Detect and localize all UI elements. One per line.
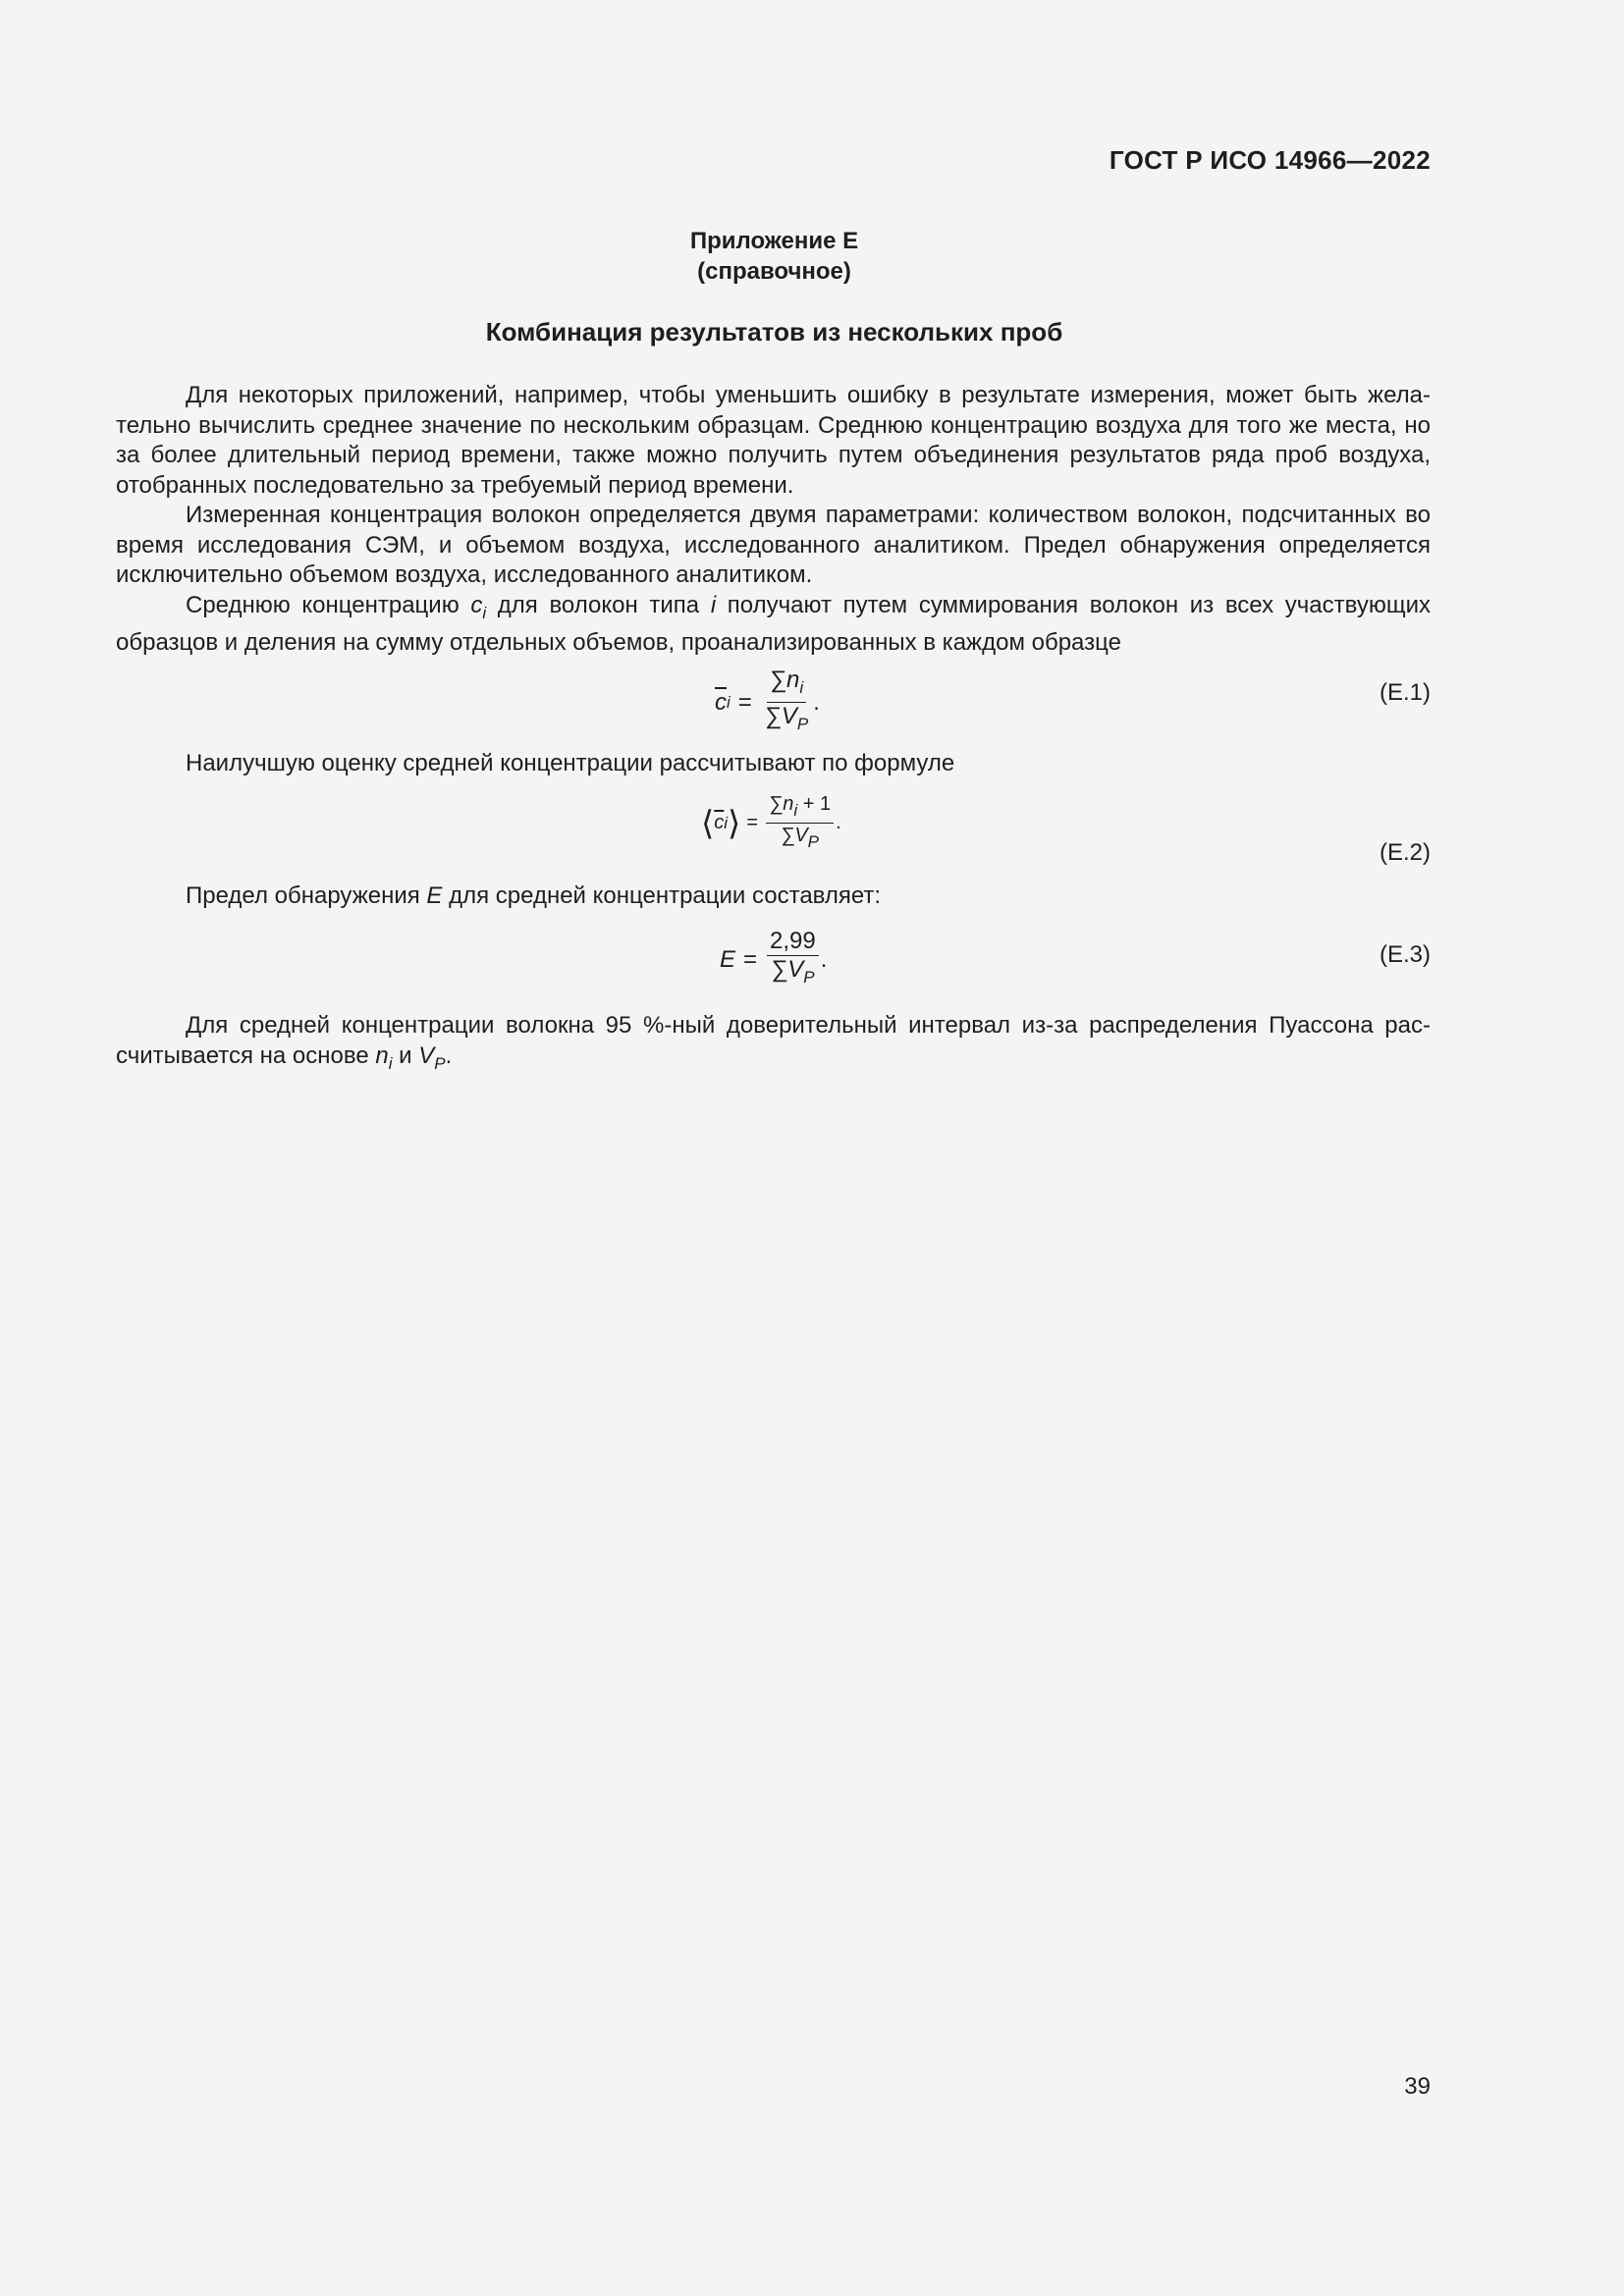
body-paragraphs-top [116, 381, 1431, 659]
formula-e1-denominator: $\sum V_P$ [764, 703, 809, 733]
paragraph-3-sub: i [482, 603, 487, 622]
formula-e1-eq: = [737, 688, 752, 716]
formula-e2-denominator: $\sum V_P$ [781, 825, 820, 851]
equation-number-e2: (Е.2) [1379, 839, 1431, 866]
formula-e1 [715, 667, 820, 737]
formula-e1-lhs: $\overline{c}$ [715, 688, 727, 716]
paragraph-1: Для некоторых приложений, например, чтобы уменьшить ошибку в результате измерения, может быть желательно вычислить среднее значение по нескольким образцам. Среднюю концентрацию воздуха для того же места, но за более длительный период времени, также можно получить путем объединения результатов ряда проб воздуха, отобранных последовательно за требуемый период времени. [116, 382, 1431, 499]
paragraph-2: Измеренная концентрация волокон определяется двумя параметрами: количеством волокон, подсчитанных во время исследования СЭМ, и объемом воздуха, исследованного аналитиком. Предел обнаружения определяется исключительно объемом воздуха, исследованного аналитиком. [116, 502, 1431, 588]
appendix-subtitle: (справочное) [697, 258, 851, 285]
formula-e2-open: ⟨ [701, 804, 715, 842]
paragraph-3-var2: i [710, 591, 717, 618]
formula-e2-tail: . [836, 812, 841, 833]
formula-e3-tail: . [820, 945, 828, 973]
formula-e2-lhs-sub: i [724, 813, 729, 832]
equation-number-e3: (Е.3) [1379, 941, 1431, 968]
formula-e3-fraction [767, 929, 819, 990]
paragraph-6: Для средней концентрации волокна 95 %-ный доверительный интервал из-за распределения Пуассона рассчитывается на основе $n_i$ и $V_P$. [116, 1012, 1431, 1073]
equation-number-e1: (Е.1) [1379, 679, 1431, 706]
paragraph-3-text-a: Среднюю концентрацию [186, 591, 471, 618]
paragraph-3-var: c [470, 591, 483, 618]
body-paragraph-6 [116, 1011, 1431, 1079]
paragraph-5: Предел обнаружения E для средней концентрации составляет: [186, 882, 882, 909]
formula-e2-lhs: $\overline{c}$ [714, 812, 725, 833]
formula-e1-fraction [762, 667, 811, 737]
formula-e1-lhs-sub: i [727, 692, 731, 712]
formula-e3 [720, 929, 827, 990]
page-number: 39 [1404, 2073, 1431, 2100]
formula-e3-numerator: 2,99 [767, 929, 819, 956]
body-paragraph-5 [116, 881, 1431, 912]
formula-e2-numerator: $\sum n_i + 1$ [766, 793, 834, 824]
formula-e1-numerator: $\sum n_i$ [767, 667, 806, 703]
paragraph-4: Наилучшую оценку средней концентрации рассчитывают по формуле [186, 750, 955, 776]
formula-e2-eq: = [746, 812, 758, 833]
body-paragraph-4 [116, 749, 1431, 779]
formula-e2 [701, 793, 841, 853]
formula-e3-lhs: E [720, 945, 736, 973]
paragraph-3-text-b: для волокон типа [486, 591, 711, 618]
formula-e1-tail: . [813, 688, 820, 716]
document-id-header: ГОСТ Р ИСО 14966—2022 [1109, 145, 1431, 175]
formula-e2-fraction [766, 793, 834, 853]
paragraph-3 [116, 591, 1431, 659]
section-title: Комбинация результатов из нескольких проб [485, 317, 1063, 347]
paragraph-3-text-c: получают путем суммирования волокон из всех участвующих образцов и деления на сумму отдельных объемов, проанализированных в каждом образце [116, 591, 1431, 656]
appendix-title: Приложение Е [689, 228, 859, 254]
formula-e3-denominator: $\sum V_P$ [771, 956, 815, 987]
formula-e2-close: ⟩ [728, 804, 741, 842]
formula-e3-eq: = [743, 945, 758, 973]
